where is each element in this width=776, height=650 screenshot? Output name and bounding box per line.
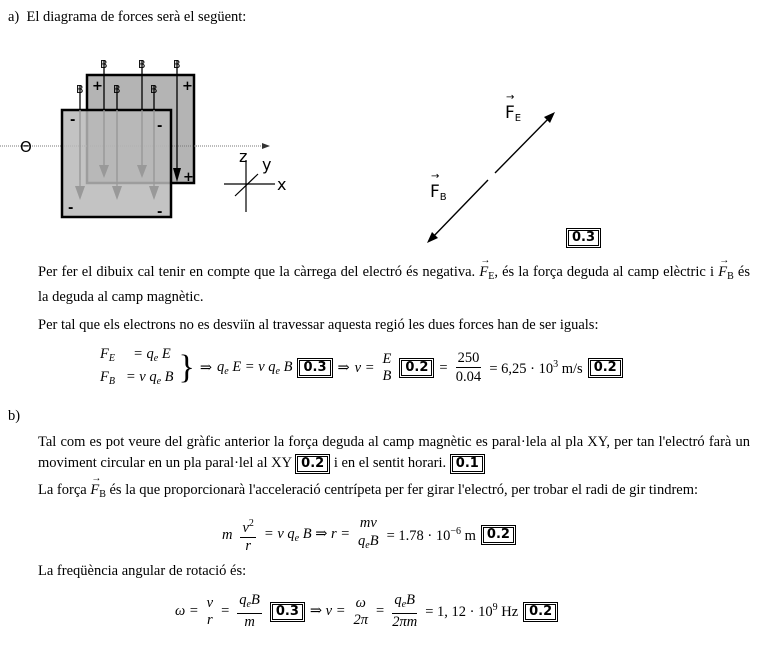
math-fragment: + [92,79,103,94]
equation-3 [175,592,558,631]
math-fragment [240,515,255,538]
math-fragment: és la deguda al camp magnètic. [38,264,751,305]
math-fragment: q [358,533,366,549]
math-fragment: = v q [263,526,295,542]
part-b-heading: b) [8,408,21,424]
math-fragment: ⇒ [337,359,350,376]
math-fragment: B [173,58,181,71]
score-box: 0.3 [297,358,332,378]
score-box: 0.3 [566,228,601,248]
math-fragment: La força [38,482,87,498]
score-box: 0.2 [523,602,558,622]
math-fragment: E = v q [232,359,276,375]
math-fragment: → F [718,262,727,282]
math-fragment [566,228,601,248]
math-fragment: 2πm [392,614,418,630]
electron-symbol: Θ [20,138,32,156]
score-box: 0.2 [481,525,516,545]
fraction [456,350,482,386]
math-fragment [217,359,292,377]
math-fragment: e [275,366,280,377]
math-fragment: B [138,58,146,71]
score-box: 0.2 [588,358,623,378]
math-fragment: m/s [558,360,583,377]
math-fragment: + [183,170,194,185]
math-fragment: 0.04 [455,369,482,385]
math-fragment: B [76,83,84,96]
math-fragment: e [224,366,229,377]
math-fragment: e [401,599,407,610]
math-fragment: E [488,271,495,282]
math-fragment: = [221,603,230,619]
math-fragment: B [164,369,174,385]
fraction [237,592,262,631]
math-fragment: → F [479,262,488,282]
math-fragment: ω = [175,603,199,619]
math-fragment: z [239,147,248,166]
fe-vector [495,115,552,173]
math-fragment: → F [430,182,440,202]
math-fragment: e [365,540,370,551]
math-fragment: B [150,83,158,96]
math-fragment: ⇒ [199,359,212,376]
math-fragment: 2 [248,518,254,529]
math-fragment [387,526,476,545]
math-fragment: = 1, 12 · 10 [425,604,493,620]
fraction [240,515,255,555]
math-fragment [392,592,417,614]
math-fragment: q [394,592,402,608]
math-fragment: 2π [353,611,369,628]
math-fragment: m [461,527,476,544]
math-fragment: = q [133,346,154,362]
math-fragment: } [178,349,195,386]
math-fragment: v [206,594,214,611]
paragraph-4 [38,480,750,505]
score-box: 0.2 [399,358,434,378]
math-fragment: E [161,346,171,362]
math-fragment: - [157,119,163,134]
math-fragment: e [156,376,162,387]
math-fragment: E [108,353,115,364]
math-fragment: q [239,592,247,608]
paragraph-2: Per tal que els electrons no es desviïn al travessar aquesta regió les dues forces han de ser iguals: [38,317,599,333]
math-fragment: v = [354,359,375,376]
math-fragment: F [100,369,109,385]
fraction [392,592,417,631]
paragraph-1 [38,262,750,307]
math-fragment: B [439,192,447,203]
math-fragment [425,602,518,621]
math-fragment: x [277,175,287,194]
math-fragment: = 1.78 · 10 [386,527,451,544]
math-fragment [264,526,350,544]
math-fragment: 3 [553,358,559,370]
fraction [354,595,369,629]
math-fragment: Per fer el dibuix cal tenir en compte que la càrrega del electró és negativa. [38,264,476,280]
math-fragment: y [262,155,272,174]
math-fragment: B [99,489,106,500]
math-fragment [237,592,262,614]
math-fragment: B [283,359,293,375]
math-fragment: e [294,533,300,544]
math-fragment: ⇒ ν = [309,603,346,619]
math-fragment: F [100,346,109,362]
intro-text: El diagrama de forces serà el següent: [26,9,247,25]
math-fragment [100,368,174,391]
math-fragment: = [376,603,385,619]
math-fragment: , és la força deguda al camp elèctric i [494,264,715,280]
math-fragment: - [68,201,74,216]
math-fragment: E [382,351,392,367]
paragraph-5: La freqüència angular de rotació és: [38,563,247,579]
math-fragment: i en el sentit horari. [333,455,447,471]
math-fragment: B [382,368,392,384]
part-label: a) [8,9,20,25]
math-fragment: m [244,614,255,630]
fb-label [430,182,447,203]
fe-label [505,103,521,124]
math-fragment: e [153,353,159,364]
fraction [383,351,392,385]
math-fragment: mv [359,515,377,531]
math-fragment: és la que proporcionarà l'acceleració centrípeta per fer girar l'electró, per trobar el radi de gir tindrem: [109,482,699,498]
math-fragment [100,345,174,368]
math-fragment: r [245,538,252,554]
math-fragment: = [439,359,448,376]
math-fragment: - [157,205,163,220]
math-fragment: + [182,79,193,94]
math-fragment: E [514,113,522,124]
equation-2 [222,515,516,555]
math-fragment: v [242,520,249,536]
math-fragment: q [217,359,225,375]
equation-1 [100,345,623,391]
paragraph-3 [38,432,750,474]
math-fragment: r [207,611,213,628]
part-a-heading [8,9,246,26]
math-fragment: B [250,592,260,608]
math-fragment: m [222,526,233,543]
math-fragment: - [70,113,76,128]
math-fragment: 9 [492,602,498,613]
math-fragment: Tal com es pot veure del gràfic anterior la força deguda al camp magnètic es paral·lela al pla XY, per tan l'electró farà un moviment circular en un pla paral·lel al XY [38,434,750,471]
math-fragment: → F [90,480,99,500]
path-arrow-icon [262,143,270,149]
score-box: 0.1 [450,454,485,474]
math-fragment: B [108,376,115,387]
math-fragment: B ⇒ r = [302,526,351,542]
score-box: 0.2 [295,454,330,474]
math-fragment: ω [355,594,366,611]
math-fragment: = 6,25 · 10 [489,360,554,377]
math-fragment: −6 [450,525,462,537]
math-fragment: B [369,533,379,549]
math-fragment: 250 [457,350,480,366]
math-fragment: B [406,592,415,608]
math-fragment: → F [505,103,515,123]
fraction [358,515,379,555]
math-fragment: e [246,599,251,610]
system [100,345,174,391]
capacitor-diagram [0,50,300,230]
math-fragment: B [113,83,121,96]
math-fragment: Hz [497,604,519,620]
score-box: 0.3 [270,602,305,622]
math-fragment: = v q [125,369,157,385]
math-fragment: B [100,58,108,71]
math-fragment [358,532,379,555]
math-fragment [489,359,582,378]
math-fragment: B [727,271,734,282]
fraction [207,595,213,629]
